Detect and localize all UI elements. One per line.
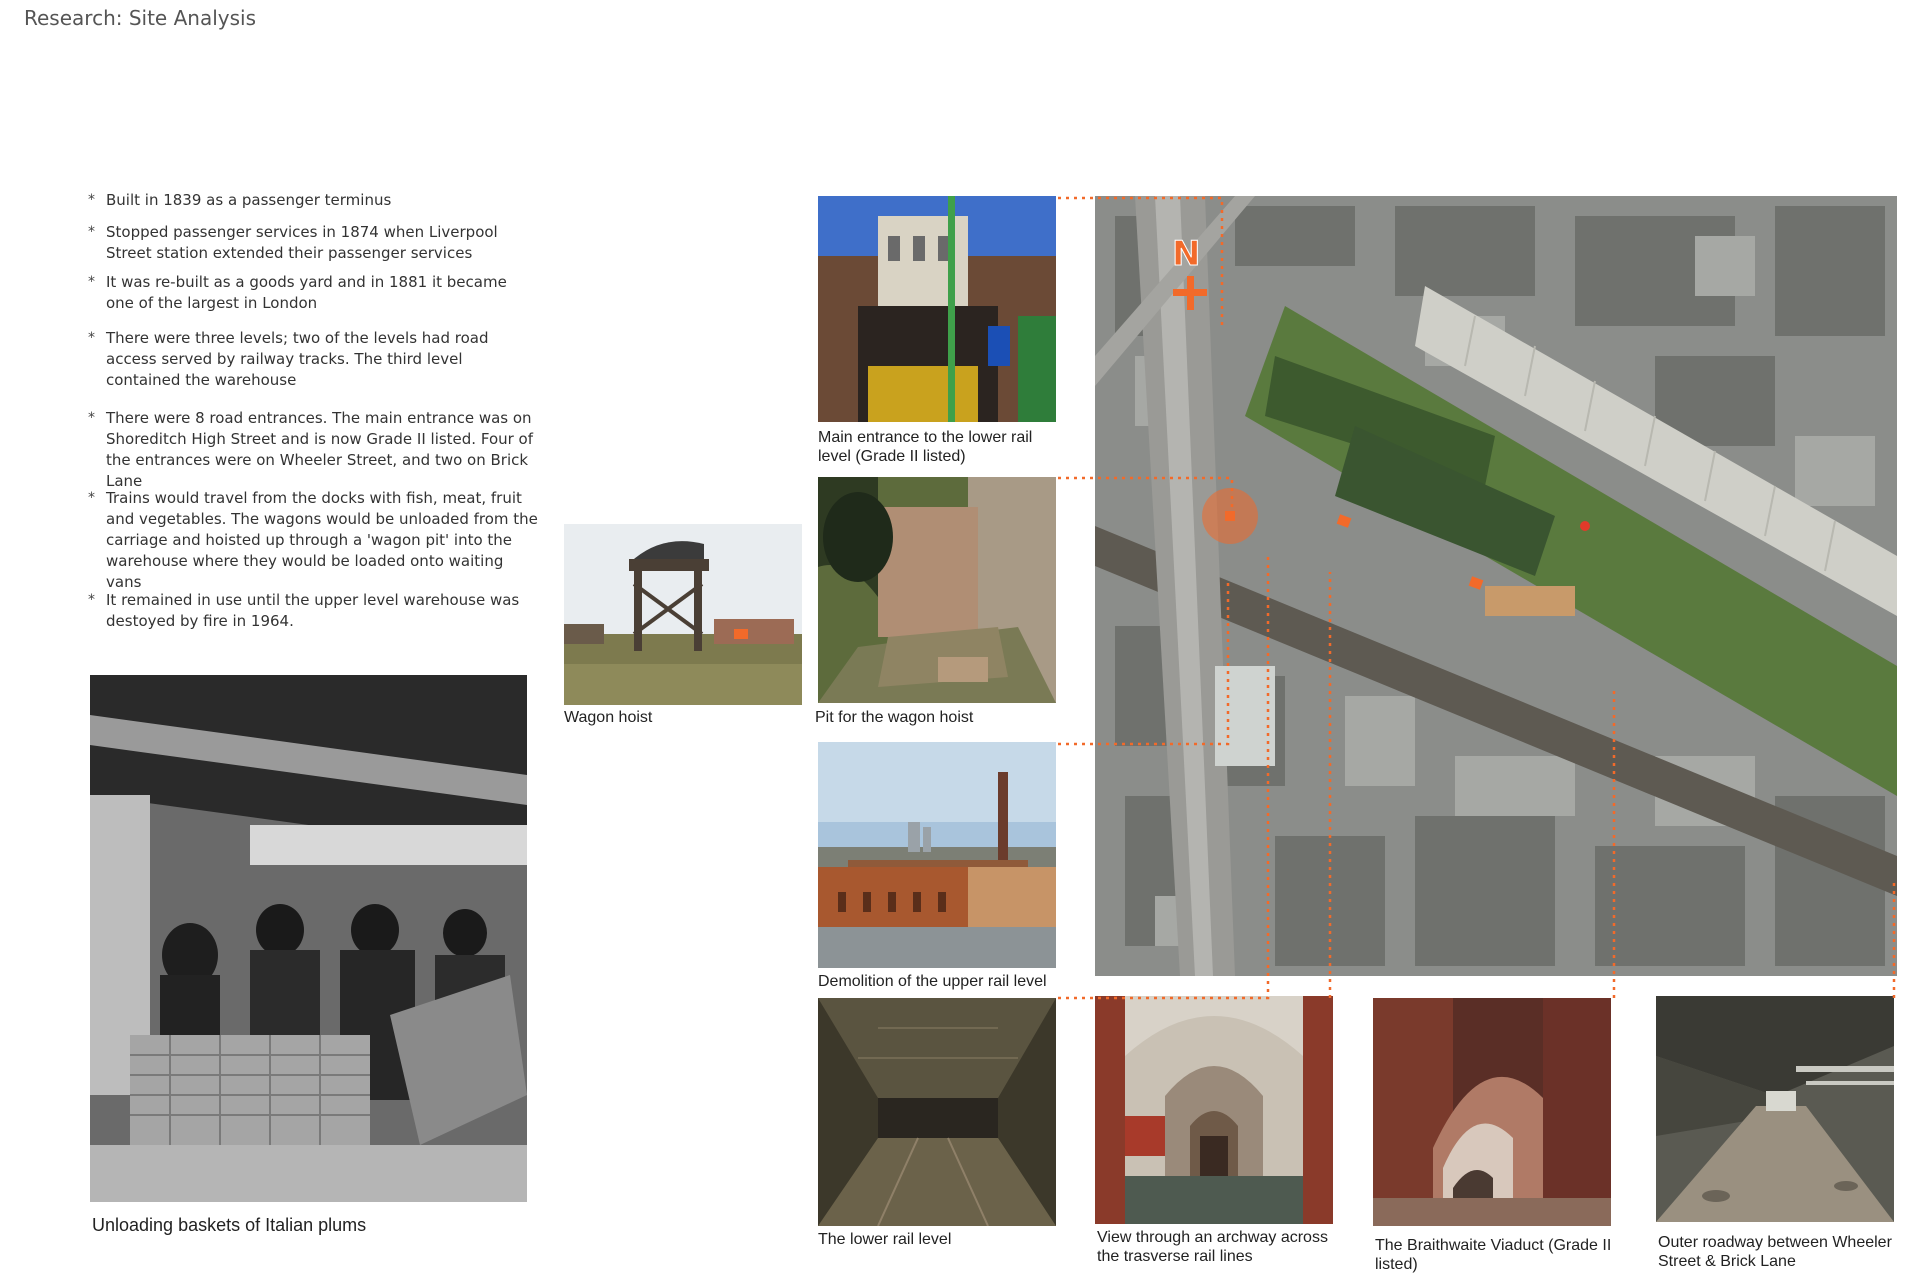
north-arrow-cross-icon	[1173, 276, 1207, 310]
photo-roadway-image	[1656, 996, 1894, 1222]
photo-viaduct-image	[1373, 998, 1611, 1226]
photo-wagon-pit-image	[818, 477, 1056, 703]
bullet-text: Stopped passenger services in 1874 when Liverpool Street station extended their passenger services	[106, 223, 498, 262]
aerial-map-image	[1095, 196, 1897, 976]
photo-archway-image	[1095, 996, 1333, 1224]
north-arrow-label: N	[1172, 234, 1201, 274]
bullet-text: Built in 1839 as a passenger terminus	[106, 191, 392, 209]
bullet-item	[88, 408, 538, 492]
photo-wagon-hoist	[564, 524, 802, 705]
photo-viaduct	[1373, 998, 1611, 1226]
bullet-marker: *	[88, 490, 95, 506]
bullet-item	[88, 190, 538, 211]
aerial-site-map	[1095, 196, 1897, 976]
bullet-item	[88, 222, 538, 264]
bullet-marker: *	[88, 192, 95, 208]
caption-archway: View through an archway across the trasverse rail lines	[1097, 1229, 1328, 1265]
bullet-marker: *	[88, 330, 95, 346]
photo-wagon-pit	[818, 477, 1056, 703]
bullet-marker: *	[88, 592, 95, 608]
photo-main-entrance-image	[818, 196, 1056, 422]
bullet-item	[88, 590, 538, 632]
bullet-text: It was re-built as a goods yard and in 1881 it became one of the largest in London	[106, 273, 507, 312]
bullet-item	[88, 488, 538, 593]
caption-demolition: Demolition of the upper rail level	[818, 973, 1047, 990]
photo-demolition-image	[818, 742, 1056, 968]
caption-viaduct: The Braithwaite Viaduct (Grade II listed)	[1375, 1237, 1612, 1273]
photo-plums-image	[90, 675, 527, 1202]
bullet-marker: *	[88, 274, 95, 290]
photo-wagon-hoist-image	[564, 524, 802, 705]
photo-demolition	[818, 742, 1056, 968]
caption-wagon-hoist: Wagon hoist	[564, 709, 653, 726]
photo-lower-rail-image	[818, 998, 1056, 1226]
caption-wagon-pit: Pit for the wagon hoist	[815, 709, 974, 726]
photo-lower-rail	[818, 998, 1056, 1226]
photo-archway	[1095, 996, 1333, 1224]
page-title: Research: Site Analysis	[24, 6, 256, 30]
bullet-marker: *	[88, 224, 95, 240]
photo-plums	[90, 675, 527, 1202]
bullet-text: Trains would travel from the docks with fish, meat, fruit and vegetables. The wagons would be unloaded from the carriage and hoisted up through a 'wagon pit' into the warehouse where they would be loaded onto waiting vans	[106, 489, 538, 591]
caption-lower-rail: The lower rail level	[818, 1231, 952, 1248]
bullet-text: There were three levels; two of the levels had road access served by railway tracks. The third level contained the warehouse	[106, 329, 489, 389]
caption-plums: Unloading baskets of Italian plums	[92, 1215, 367, 1235]
photo-roadway	[1656, 996, 1894, 1222]
caption-roadway: Outer roadway between Wheeler Street & Brick Lane	[1658, 1234, 1892, 1270]
bullet-marker: *	[88, 410, 95, 426]
photo-main-entrance	[818, 196, 1056, 422]
bullet-item	[88, 328, 538, 391]
caption-main-entrance: Main entrance to the lower rail level (Grade II listed)	[818, 429, 1033, 465]
bullet-item	[88, 272, 538, 314]
bullet-text: There were 8 road entrances. The main entrance was on Shoreditch High Street and is now Grade II listed. Four of the entrances were on Wheeler Street, and two on Brick Lane	[106, 409, 534, 490]
bullet-text: It remained in use until the upper level warehouse was destoyed by fire in 1964.	[106, 591, 520, 630]
